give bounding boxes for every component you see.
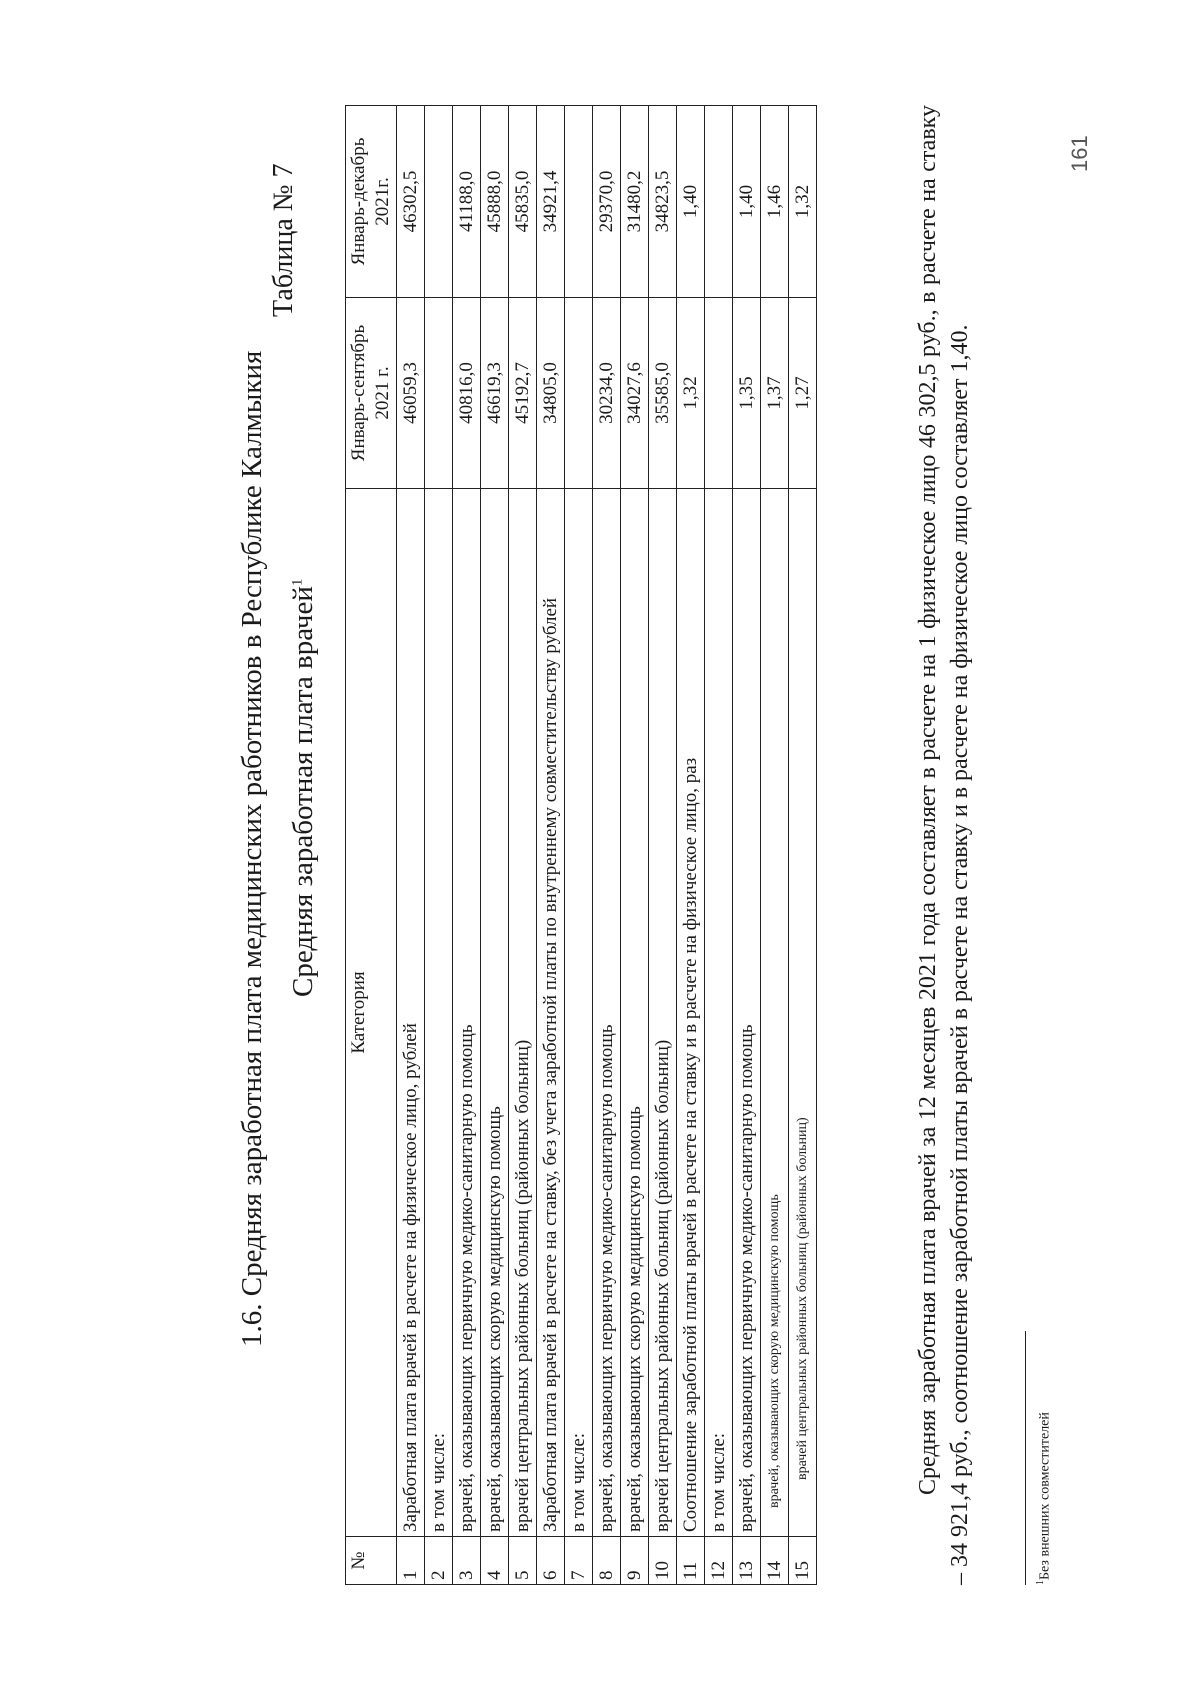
row-value-jan-dec: 29370,0 — [593, 106, 621, 298]
row-number: 15 — [789, 1537, 817, 1585]
table-row — [733, 106, 761, 1585]
table-row — [481, 106, 509, 1585]
table-title — [287, 579, 320, 997]
row-category: в том числе: — [425, 489, 453, 1537]
row-value-jan-sep — [565, 298, 593, 489]
row-number: 13 — [733, 1537, 761, 1585]
row-category: врачей центральных районных больниц (районных больниц) — [509, 489, 537, 1537]
row-value-jan-dec: 1,46 — [761, 106, 789, 298]
table-row — [593, 106, 621, 1585]
row-category: врачей, оказывающих скорую медицинскую помощь — [761, 489, 789, 1537]
row-value-jan-dec — [565, 106, 593, 298]
table-row — [565, 106, 593, 1585]
table-row — [537, 106, 565, 1585]
row-category: врачей, оказывающих первичную медико-санитарную помощь — [593, 489, 621, 1537]
row-value-jan-sep: 35585,0 — [649, 298, 677, 489]
row-value-jan-dec: 46302,5 — [397, 106, 425, 298]
row-category: врачей, оказывающих скорую медицинскую помощь — [621, 489, 649, 1537]
row-number: 7 — [565, 1537, 593, 1585]
row-category: в том числе: — [705, 489, 733, 1537]
row-category: врачей центральных районных больниц (районных больниц) — [649, 489, 677, 1537]
row-value-jan-sep — [705, 298, 733, 489]
header-jan-sep-line1: Январь-сентябрь — [348, 324, 369, 462]
table-title-footnote-mark: 1 — [289, 578, 306, 587]
table-row — [789, 106, 817, 1585]
row-value-jan-dec — [705, 106, 733, 298]
row-value-jan-dec: 45888,0 — [481, 106, 509, 298]
table-row — [705, 106, 733, 1585]
row-value-jan-sep: 40816,0 — [453, 298, 481, 489]
table-row — [397, 106, 425, 1585]
row-category: Соотношение заработной платы врачей в расчете на ставку и в расчете на физическое лицо, раз — [677, 489, 705, 1537]
page-number: 161 — [1067, 135, 1092, 172]
row-value-jan-dec — [425, 106, 453, 298]
row-value-jan-dec: 34921,4 — [537, 106, 565, 298]
header-category: Категория — [346, 489, 397, 1537]
row-number: 10 — [649, 1537, 677, 1585]
footnote-mark: 1 — [1035, 1580, 1046, 1585]
row-value-jan-dec: 34823,5 — [649, 106, 677, 298]
table-row — [677, 106, 705, 1585]
header-jan-sep-line2: 2021 г. — [372, 366, 393, 420]
footnote — [1035, 1412, 1054, 1585]
row-value-jan-sep: 46059,3 — [397, 298, 425, 489]
salary-table — [345, 105, 817, 1585]
table-row — [761, 106, 789, 1585]
row-category: врачей центральных районных больниц (районных больниц) — [789, 489, 817, 1537]
row-value-jan-sep: 34027,6 — [621, 298, 649, 489]
row-value-jan-sep: 46619,3 — [481, 298, 509, 489]
row-number: 11 — [677, 1537, 705, 1585]
header-number: № — [346, 1537, 397, 1585]
footnote-separator — [1025, 1331, 1026, 1585]
row-value-jan-dec: 1,40 — [733, 106, 761, 298]
row-number: 2 — [425, 1537, 453, 1585]
row-value-jan-sep: 45192,7 — [509, 298, 537, 489]
row-value-jan-dec: 1,32 — [789, 106, 817, 298]
table-header-row — [346, 106, 397, 1585]
row-value-jan-sep: 1,32 — [677, 298, 705, 489]
table-title-text: Средняя заработная плата врачей — [287, 586, 319, 997]
row-value-jan-sep: 1,37 — [761, 298, 789, 489]
row-value-jan-dec: 31480,2 — [621, 106, 649, 298]
row-category: врачей, оказывающих первичную медико-санитарную помощь — [733, 489, 761, 1537]
row-value-jan-sep: 1,35 — [733, 298, 761, 489]
row-number: 9 — [621, 1537, 649, 1585]
row-number: 4 — [481, 1537, 509, 1585]
summary-paragraph: Средняя заработная плата врачей за 12 месяцев 2021 года составляет в расчете на 1 физическое лицо 46 302,5 руб., в расчете на ставку – 34 921,4 руб., соотношение заработной платы врачей в расчете на ставку и в расчете на физическое лицо составляет 1,40. — [915, 105, 973, 1585]
row-value-jan-dec: 1,40 — [677, 106, 705, 298]
row-value-jan-sep — [425, 298, 453, 489]
row-value-jan-sep: 34805,0 — [537, 298, 565, 489]
header-jan-sep-2021 — [346, 298, 397, 489]
table-row — [509, 106, 537, 1585]
row-number: 12 — [705, 1537, 733, 1585]
row-number: 1 — [397, 1537, 425, 1585]
row-category: Заработная плата врачей в расчете на физическое лицо, рублей — [397, 489, 425, 1537]
table-body — [397, 106, 817, 1585]
row-category: врачей, оказывающих первичную медико-санитарную помощь — [453, 489, 481, 1537]
footnote-text: Без внешних совместителей — [1037, 1412, 1053, 1580]
row-number: 14 — [761, 1537, 789, 1585]
row-category: Заработная плата врачей в расчете на ставку, без учета заработной платы по внутреннему совместительству рублей — [537, 489, 565, 1537]
table-row — [425, 106, 453, 1585]
row-category: в том числе: — [565, 489, 593, 1537]
row-number: 3 — [453, 1537, 481, 1585]
row-value-jan-dec: 45835,0 — [509, 106, 537, 298]
row-value-jan-sep: 1,27 — [789, 298, 817, 489]
row-number: 5 — [509, 1537, 537, 1585]
table-row — [649, 106, 677, 1585]
table-row — [453, 106, 481, 1585]
row-value-jan-sep: 30234,0 — [593, 298, 621, 489]
table-number: Таблица № 7 — [268, 163, 299, 317]
header-jan-dec-line2: 2021г. — [372, 177, 393, 226]
header-jan-dec-2021 — [346, 106, 397, 298]
table-row — [621, 106, 649, 1585]
section-title: 1.6. Средняя заработная плата медицинских работников в Республике Калмыкия — [236, 350, 268, 1347]
row-value-jan-dec: 41188,0 — [453, 106, 481, 298]
row-category: врачей, оказывающих скорую медицинскую помощь — [481, 489, 509, 1537]
row-number: 6 — [537, 1537, 565, 1585]
header-jan-dec-line1: Январь-декабрь — [348, 137, 369, 266]
row-number: 8 — [593, 1537, 621, 1585]
